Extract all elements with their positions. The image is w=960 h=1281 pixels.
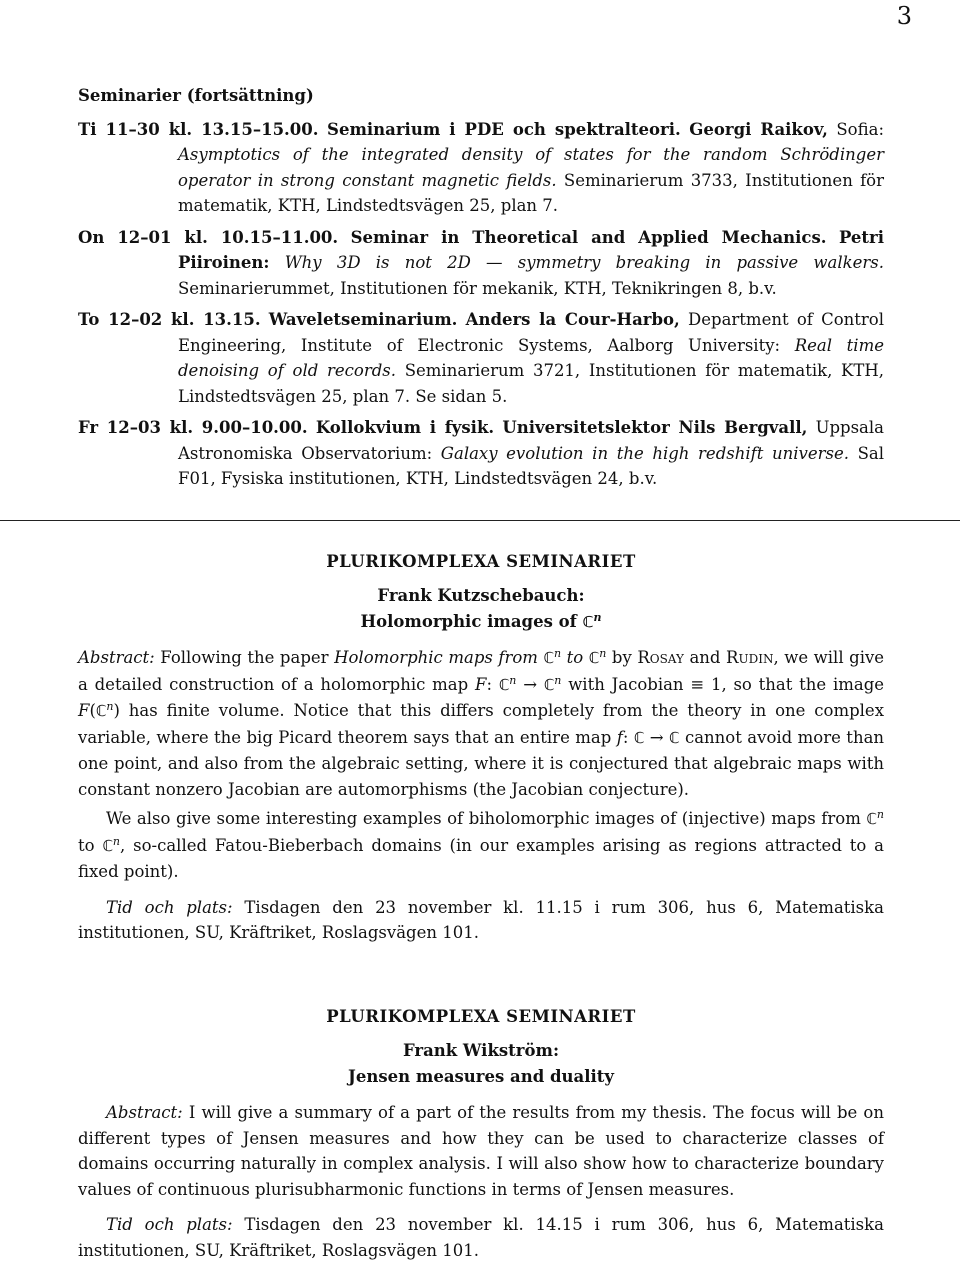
- entry-event: Seminar in Theoretical and Applied Mechanics.: [350, 227, 827, 247]
- abstract-text: , we will give a detailed construction of a holomorphic map: [78, 648, 885, 694]
- seminar-heading: PLURIKOMPLEXA SEMINARIET: [326, 552, 636, 571]
- entry-speaker: Georgi Raikov,: [689, 119, 828, 139]
- author-name: Rosay: [637, 648, 684, 667]
- entry-event: Waveletseminarium.: [268, 310, 458, 329]
- arrow-symbol: →: [649, 727, 664, 747]
- entry-event: Seminarium i PDE och spektralteori.: [327, 119, 681, 139]
- entry-affiliation: Department of Control Engineering, Institute of Electronic Systems, Aalborg University:: [178, 310, 884, 355]
- page-number: 3: [896, 2, 912, 30]
- complex-plane-symbol: ℂ: [102, 836, 113, 855]
- entry-speaker: Petri Piiroinen:: [178, 227, 884, 272]
- superscript: n: [106, 700, 114, 713]
- math-symbol: :: [486, 674, 493, 694]
- time-label: Tid och plats:: [106, 1215, 233, 1234]
- entry-speaker: Universitetslektor Nils Bergvall,: [502, 418, 808, 437]
- seminar-entry: [78, 225, 884, 302]
- abstract-label: Abstract:: [106, 1103, 183, 1122]
- entry-date: Ti 11–30 kl. 13.15–15.00.: [78, 119, 319, 139]
- entry-talk: Why 3D is not 2D — symmetry breaking in passive walkers.: [284, 253, 884, 272]
- math-symbol: :: [622, 727, 629, 747]
- entry-affiliation: Uppsala Astronomiska Observatorium:: [178, 418, 885, 463]
- math-symbol: (: [89, 701, 96, 720]
- abstract-text: I will give a summary of a part of the results from my thesis. The focus will be on different types of Jensen measures and how they can be used to characterize classes of domains occurring naturally in complex analysis. I will also show how to characterize boundary values of continuous plurisubharmonic functions in terms of Jensen measures.: [78, 1103, 884, 1199]
- seminar-entry: [78, 415, 884, 492]
- entry-place: Seminarierum 3721, Institutionen för matematik, KTH, Lindstedtsvägen 25, plan 7. Se sidan 5.: [178, 361, 884, 406]
- time-and-place: [78, 1212, 884, 1263]
- seminar-announcement: [78, 549, 884, 946]
- entry-event: Kollokvium i fysik.: [315, 418, 495, 437]
- entry-place: Seminarierummet, Institutionen för mekanik, KTH, Teknikringen 8, b.v.: [178, 278, 777, 298]
- superscript: n: [554, 647, 562, 660]
- paper-title: Holomorphic maps from: [334, 648, 538, 667]
- abstract-paragraph: [78, 645, 884, 802]
- entry-speaker: Anders la Cour-Harbo,: [465, 310, 680, 329]
- author-name: Rudin: [726, 648, 774, 667]
- entry-date: On 12–01 kl. 10.15–11.00.: [78, 227, 339, 247]
- math-symbol: F: [475, 674, 487, 694]
- entry-date: Fr 12–03 kl. 9.00–10.00.: [78, 418, 308, 437]
- seminar-talk-title: [78, 609, 884, 635]
- complex-plane-symbol: ℂ: [498, 675, 510, 694]
- superscript: n: [509, 673, 517, 687]
- abstract-text: by: [611, 648, 632, 667]
- abstract-text: , so-called Fatou-Bieberbach domains (in our examples arising as regions attracted to a fixed point).: [78, 835, 884, 881]
- seminar-entry: [78, 117, 884, 219]
- superscript: n: [599, 647, 607, 660]
- complex-plane-symbol: ℂ: [633, 728, 645, 747]
- abstract-text: We also give some interesting examples of biholomorphic images of (injective) maps from: [106, 809, 861, 828]
- abstract-text: cannot avoid more than one point, and also from the algebraic setting, where it is conjectured that algebraic maps with constant nonzero Jacobian are automorphisms (the Jacobian conjecture).: [78, 727, 885, 799]
- abstract-text: Following the paper: [160, 648, 329, 667]
- superscript: n: [593, 611, 602, 624]
- seminar-speaker: Frank Kutzschebauch:: [377, 586, 585, 605]
- talk-title-text: Holomorphic images of: [360, 612, 577, 631]
- superscript: n: [876, 808, 884, 821]
- entry-place: Seminarierum 3733, Institutionen för matematik, KTH, Lindstedtsvägen 25, plan 7.: [178, 170, 884, 215]
- paper-title: to: [566, 648, 584, 667]
- abstract-paragraph: [78, 806, 884, 885]
- entry-talk: Galaxy evolution in the high redshift universe.: [440, 443, 849, 463]
- superscript: n: [554, 673, 562, 687]
- arrow-symbol: →: [523, 674, 538, 694]
- entry-date: To 12–02 kl. 13.15.: [78, 310, 261, 329]
- abstract-paragraph: [78, 1100, 884, 1202]
- seminar-listing: [78, 83, 884, 498]
- seminar-heading: PLURIKOMPLEXA SEMINARIET: [326, 1007, 636, 1026]
- seminar-talk-title: Jensen measures and duality: [348, 1067, 614, 1086]
- time-and-place: [78, 895, 884, 946]
- horizontal-divider: [0, 520, 960, 521]
- complex-plane-symbol: ℂ: [543, 675, 555, 694]
- time-text: Tisdagen den 23 november kl. 11.15 i rum 306, hus 6, Matematiska institutionen, SU, Kräftriket, Roslagsvägen 101.: [78, 897, 884, 942]
- complex-plane-symbol: ℂ: [582, 613, 594, 631]
- entry-talk: Real time denoising of old records.: [178, 335, 884, 380]
- entry-affiliation: Sofia:: [836, 119, 885, 139]
- abstract-text: with Jacobian ≡ 1, so that the image: [568, 674, 885, 694]
- complex-plane-symbol: ℂ: [588, 649, 600, 667]
- abstract-label: Abstract:: [78, 648, 155, 667]
- complex-plane-symbol: ℂ: [543, 649, 554, 667]
- seminar-speaker: Frank Wikström:: [402, 1041, 560, 1060]
- complex-plane-symbol: ℂ: [95, 702, 107, 720]
- entry-talk: Asymptotics of the integrated density of states for the random Schrödinger operator in strong constant magnetic fields.: [178, 145, 884, 190]
- abstract-text: ) has finite volume. Notice that this differs completely from the theory in one complex variable, where the big Picard theorem says that an entire map: [78, 701, 884, 747]
- abstract-text: and: [689, 648, 721, 667]
- entry-place: Sal F01, Fysiska institutionen, KTH, Lindstedtsvägen 24, b.v.: [178, 443, 885, 488]
- time-text: Tisdagen den 23 november kl. 14.15 i rum 306, hus 6, Matematiska institutionen, SU, Kräftriket, Roslagsvägen 101.: [78, 1215, 884, 1260]
- seminar-announcement: [78, 1004, 884, 1263]
- complex-plane-symbol: ℂ: [866, 810, 877, 828]
- math-symbol: F: [78, 701, 90, 720]
- section-title: Seminarier (fortsättning): [78, 86, 314, 105]
- math-symbol: f: [616, 727, 623, 747]
- abstract-text: to: [78, 835, 95, 855]
- seminar-entry: [78, 307, 884, 409]
- time-label: Tid och plats:: [106, 897, 233, 917]
- complex-plane-symbol: ℂ: [669, 728, 680, 747]
- superscript: n: [112, 834, 121, 848]
